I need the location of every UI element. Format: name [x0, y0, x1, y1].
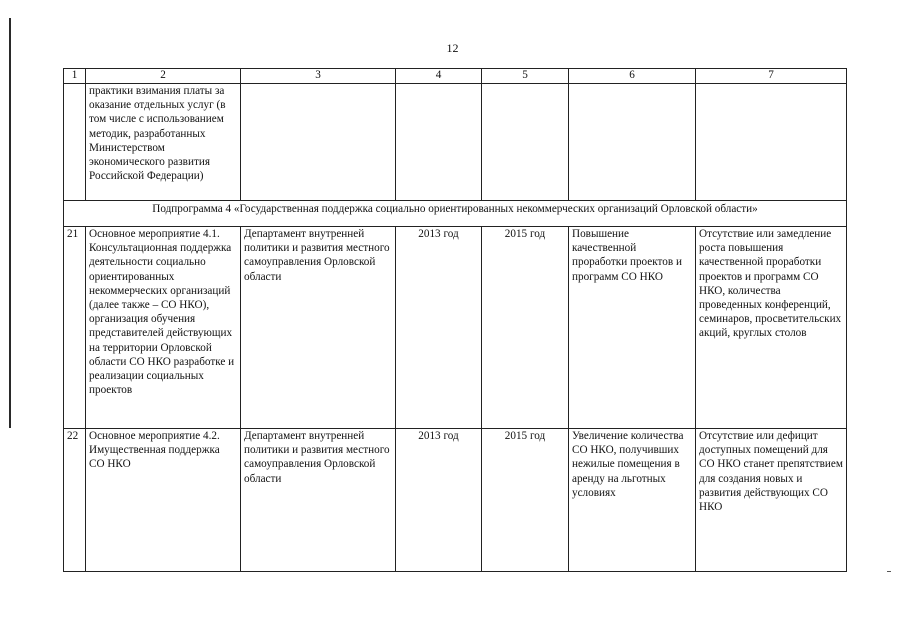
consequences-cell: Отсутствие или дефицит доступных помещений для СО НКО станет препятствием для создания новых и развития действующих СО НКО — [696, 429, 847, 572]
left-margin-line — [9, 18, 11, 428]
end-year-cell: 2015 год — [482, 227, 569, 429]
executor-cell: Департамент внутренней политики и развития местного самоуправления Орловской области — [241, 227, 396, 429]
activity-cell: Основное мероприятие 4.2. Имущественная поддержка СО НКО — [86, 429, 241, 572]
end-year-cell: 2015 год — [482, 429, 569, 572]
column-header: 2 — [86, 69, 241, 84]
row-number: 21 — [64, 227, 86, 429]
column-header: 7 — [696, 69, 847, 84]
table-cell — [396, 84, 482, 201]
start-year-cell: 2013 год — [396, 429, 482, 572]
continued-row — [64, 84, 847, 201]
subprogram-row — [64, 201, 847, 227]
column-header: 6 — [569, 69, 696, 84]
expected-result-cell: Повышение качественной проработки проектов и программ СО НКО — [569, 227, 696, 429]
start-year-cell: 2013 год — [396, 227, 482, 429]
continued-activity-cell: практики взимания платы за оказание отдельных услуг (в том числе с использованием методик, разработанных Министерством экономического развития Российской Федерации) — [86, 84, 241, 201]
table-cell — [569, 84, 696, 201]
page-number: 12 — [446, 41, 459, 55]
scan-mark — [887, 571, 891, 572]
table-row — [64, 429, 847, 572]
table-cell — [696, 84, 847, 201]
executor-cell: Департамент внутренней политики и развития местного самоуправления Орловской области — [241, 429, 396, 572]
activity-cell: Основное мероприятие 4.1. Консультационная поддержка деятельности социально ориентированных некоммерческих организаций (далее также – СО НКО), организация обучения представителей действующих на территории Орловской области СО НКО разработке и реализации социальных проектов — [86, 227, 241, 429]
table-row — [64, 227, 847, 429]
subprogram-title: Подпрограмма 4 «Государственная поддержка социально ориентированных некоммерческих организаций Орловской области» — [64, 201, 847, 227]
column-header: 5 — [482, 69, 569, 84]
column-header: 3 — [241, 69, 396, 84]
column-header: 4 — [396, 69, 482, 84]
column-header: 1 — [64, 69, 86, 84]
row-number: 22 — [64, 429, 86, 572]
table-cell — [482, 84, 569, 201]
program-table — [63, 68, 847, 572]
expected-result-cell: Увеличение количества СО НКО, получивших нежилые помещения в аренду на льготных условиях — [569, 429, 696, 572]
table-cell — [64, 84, 86, 201]
table-cell — [241, 84, 396, 201]
column-numbers-row — [64, 69, 847, 84]
consequences-cell: Отсутствие или замедление роста повышения качественной проработки проектов и программ СО НКО, количества проведенных конференций, семинаров, просветительских акций, круглых столов — [696, 227, 847, 429]
